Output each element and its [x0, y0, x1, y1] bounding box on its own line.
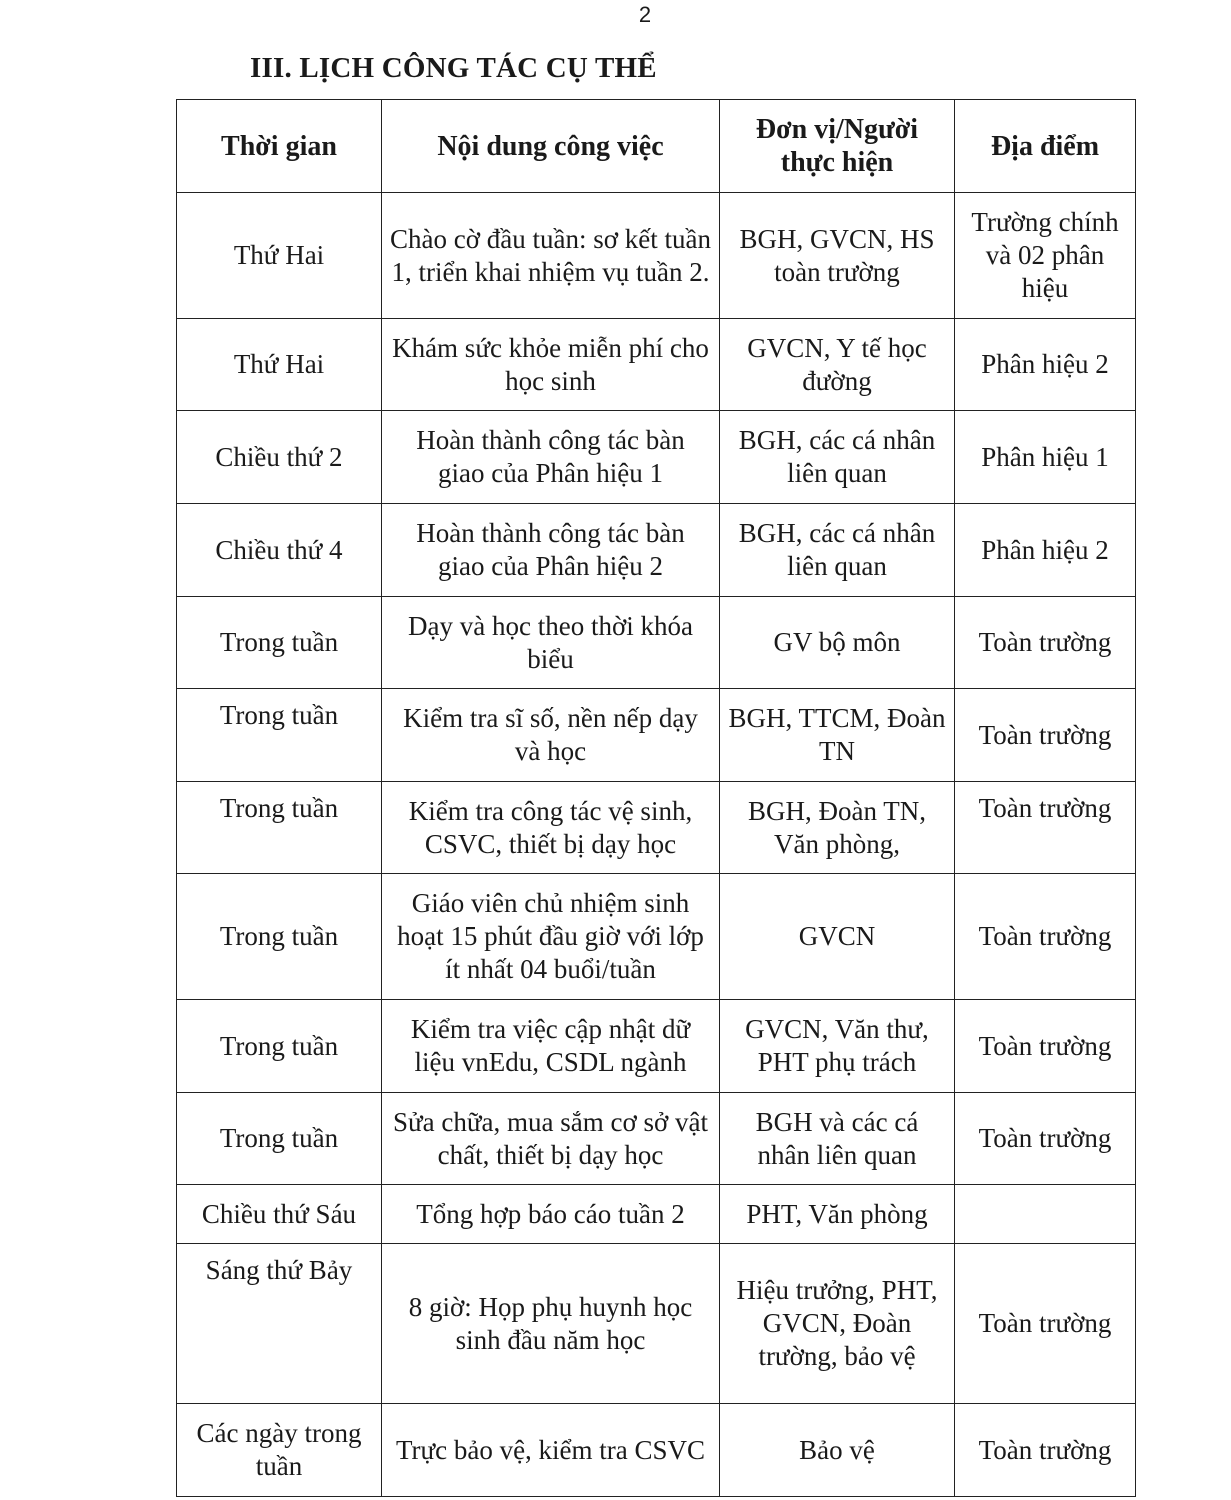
cell-content: Kiểm tra sĩ số, nền nếp dạy và học	[382, 689, 720, 782]
header-row	[177, 100, 1136, 193]
header-performer: Đơn vị/Người thực hiện	[720, 100, 955, 193]
cell-time: Trong tuần	[177, 874, 382, 1000]
cell-content: Hoàn thành công tác bàn giao của Phân hiệu 1	[382, 411, 720, 504]
cell-time: Trong tuần	[177, 782, 382, 874]
cell-performer: BGH, GVCN, HS toàn trường	[720, 193, 955, 319]
cell-time: Thứ Hai	[177, 193, 382, 319]
header-time: Thời gian	[177, 100, 382, 193]
cell-location: Toàn trường	[955, 597, 1136, 689]
header-location: Địa điểm	[955, 100, 1136, 193]
table-row	[177, 874, 1136, 1000]
table-row	[177, 193, 1136, 319]
cell-time: Thứ Hai	[177, 319, 382, 411]
cell-performer: GVCN, Văn thư, PHT phụ trách	[720, 1000, 955, 1093]
cell-content: Giáo viên chủ nhiệm sinh hoạt 15 phút đầu giờ với lớp ít nhất 04 buổi/tuần	[382, 874, 720, 1000]
cell-time: Trong tuần	[177, 597, 382, 689]
table-row	[177, 504, 1136, 597]
cell-performer: GVCN	[720, 874, 955, 1000]
cell-time: Chiều thứ 2	[177, 411, 382, 504]
cell-content: Sửa chữa, mua sắm cơ sở vật chất, thiết bị dạy học	[382, 1093, 720, 1185]
cell-location: Toàn trường	[955, 1244, 1136, 1404]
cell-location	[955, 1185, 1136, 1244]
cell-performer: PHT, Văn phòng	[720, 1185, 955, 1244]
cell-performer: BGH, Đoàn TN, Văn phòng,	[720, 782, 955, 874]
cell-time: Trong tuần	[177, 689, 382, 782]
cell-location: Toàn trường	[955, 689, 1136, 782]
table-row	[177, 1244, 1136, 1404]
cell-location: Toàn trường	[955, 1093, 1136, 1185]
cell-content: Khám sức khỏe miễn phí cho học sinh	[382, 319, 720, 411]
cell-time: Chiều thứ Sáu	[177, 1185, 382, 1244]
cell-location: Toàn trường	[955, 782, 1136, 874]
table-row	[177, 1404, 1136, 1497]
cell-time: Trong tuần	[177, 1000, 382, 1093]
table-row	[177, 319, 1136, 411]
cell-performer: GVCN, Y tế học đường	[720, 319, 955, 411]
table-row	[177, 689, 1136, 782]
table-header	[177, 100, 1136, 193]
table-row	[177, 597, 1136, 689]
cell-performer: Hiệu trưởng, PHT, GVCN, Đoàn trường, bảo vệ	[720, 1244, 955, 1404]
cell-content: Tổng hợp báo cáo tuần 2	[382, 1185, 720, 1244]
cell-time: Chiều thứ 4	[177, 504, 382, 597]
cell-performer: BGH, TTCM, Đoàn TN	[720, 689, 955, 782]
cell-location: Toàn trường	[955, 1000, 1136, 1093]
table-row	[177, 411, 1136, 504]
cell-performer: Bảo vệ	[720, 1404, 955, 1497]
cell-time: Các ngày trong tuần	[177, 1404, 382, 1497]
cell-content: 8 giờ: Họp phụ huynh học sinh đầu năm học	[382, 1244, 720, 1404]
cell-content: Kiểm tra công tác vệ sinh, CSVC, thiết bị dạy học	[382, 782, 720, 874]
cell-location: Toàn trường	[955, 874, 1136, 1000]
cell-content: Kiểm tra việc cập nhật dữ liệu vnEdu, CSDL ngành	[382, 1000, 720, 1093]
table-body	[177, 193, 1136, 1497]
table-row	[177, 782, 1136, 874]
cell-performer: GV bộ môn	[720, 597, 955, 689]
cell-content: Trực bảo vệ, kiểm tra CSVC	[382, 1404, 720, 1497]
cell-content: Chào cờ đầu tuần: sơ kết tuần 1, triển khai nhiệm vụ tuần 2.	[382, 193, 720, 319]
cell-performer: BGH và các cá nhân liên quan	[720, 1093, 955, 1185]
table-row	[177, 1093, 1136, 1185]
cell-time: Trong tuần	[177, 1093, 382, 1185]
cell-location: Trường chính và 02 phân hiệu	[955, 193, 1136, 319]
cell-location: Toàn trường	[955, 1404, 1136, 1497]
cell-performer: BGH, các cá nhân liên quan	[720, 411, 955, 504]
cell-content: Dạy và học theo thời khóa biểu	[382, 597, 720, 689]
table-row	[177, 1185, 1136, 1244]
cell-location: Phân hiệu 2	[955, 504, 1136, 597]
cell-performer: BGH, các cá nhân liên quan	[720, 504, 955, 597]
schedule-table	[176, 99, 1136, 1497]
header-content: Nội dung công việc	[382, 100, 720, 193]
cell-time: Sáng thứ Bảy	[177, 1244, 382, 1404]
section-title: III. LỊCH CÔNG TÁC CỤ THỂ	[250, 52, 657, 84]
cell-content: Hoàn thành công tác bàn giao của Phân hiệu 2	[382, 504, 720, 597]
table-row	[177, 1000, 1136, 1093]
page-number: 2	[638, 2, 652, 27]
cell-location: Phân hiệu 1	[955, 411, 1136, 504]
cell-location: Phân hiệu 2	[955, 319, 1136, 411]
